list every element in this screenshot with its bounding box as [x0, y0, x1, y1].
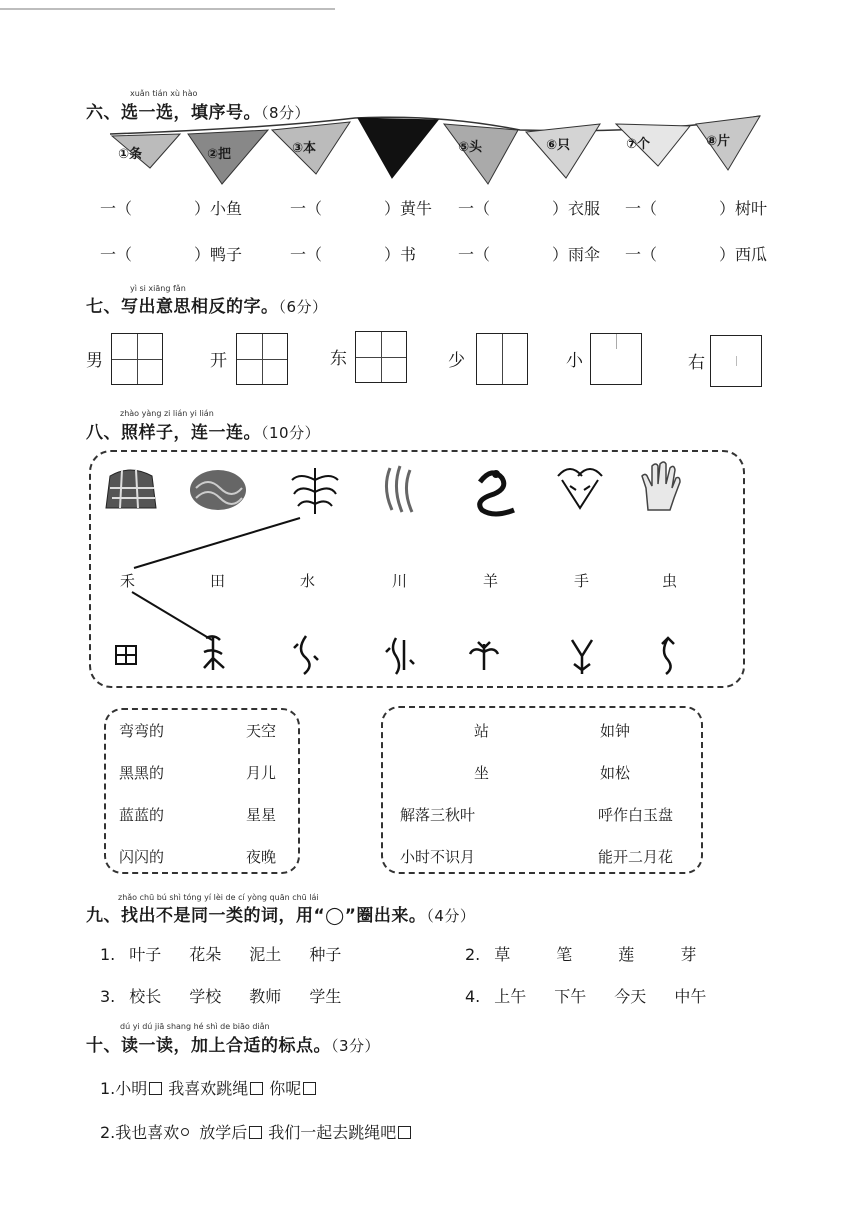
fill-item[interactable]: 一（ ）书	[290, 245, 417, 264]
section9-heading	[86, 901, 475, 926]
word-group-3: 3. 校长 学校 教师 学生	[100, 984, 369, 1007]
section9-pinyin: zhǎo chū bú shì tóng yí lèi de cí yòng quān chū lái	[118, 893, 319, 902]
tian-grid-4[interactable]	[476, 333, 528, 385]
word-choice[interactable]: 草	[494, 945, 511, 964]
section6-pinyin: xuǎn tián xù hào	[130, 89, 198, 98]
river-icon[interactable]	[386, 466, 412, 512]
section10-score: （3分）	[331, 1037, 381, 1055]
flag-label-6: ⑥只	[546, 138, 571, 153]
word-group-2: 2. 草 笔 莲 芽	[465, 942, 724, 965]
punctuation-box[interactable]	[249, 1126, 262, 1139]
word-right-4[interactable]: 夜晚	[246, 848, 277, 866]
flag-label-3: ③本	[292, 141, 317, 156]
section9-title-end: 圈出来。	[356, 906, 427, 926]
word-choice[interactable]: 下午	[554, 987, 587, 1006]
modern-char-3[interactable]: 水	[300, 572, 316, 590]
top-divider	[0, 8, 335, 10]
oracle-snake-glyph[interactable]	[662, 638, 674, 674]
flag-label-7: ⑦个	[626, 137, 651, 152]
oracle-field-glyph[interactable]	[116, 646, 136, 664]
oracle-row	[100, 630, 700, 678]
tian-grid-5[interactable]	[590, 333, 642, 385]
word-left-3[interactable]: 蓝蓝的	[119, 806, 165, 824]
section7-title: 七、写出意思相反的字。	[86, 297, 279, 317]
word-choice[interactable]: 种子	[309, 945, 342, 964]
word-choice[interactable]: 花朵	[189, 945, 222, 964]
section8-title: 八、照样子，连一连。	[86, 423, 261, 443]
field-icon[interactable]	[106, 470, 156, 508]
flag-label-2: ②把	[207, 147, 232, 162]
word-choice[interactable]: 叶子	[129, 945, 162, 964]
word-left-1[interactable]: 弯弯的	[119, 722, 165, 740]
section9-score: （4分）	[426, 907, 476, 925]
word-choice[interactable]: 笔	[556, 945, 573, 964]
word-choice[interactable]: 学生	[309, 987, 342, 1006]
section8-heading	[86, 418, 320, 443]
modern-char-5[interactable]: 羊	[483, 572, 499, 590]
fill-item[interactable]: 一（ ）黄牛	[290, 199, 433, 218]
modern-char-7[interactable]: 虫	[662, 572, 678, 590]
section9-title: 九、找出不是同一类的词，用	[86, 906, 314, 926]
punctuation-line-2: 2.我也喜欢 放学后 我们一起去跳绳吧	[100, 1120, 417, 1143]
section6-score: （8分）	[261, 104, 311, 122]
section9-circle-mark: “◯”	[313, 906, 357, 926]
word-right-3[interactable]: 星星	[246, 806, 277, 824]
phrase-left-4[interactable]: 小时不识月	[400, 848, 476, 866]
word-choice[interactable]: 中午	[674, 987, 707, 1006]
punctuation-box[interactable]	[398, 1126, 411, 1139]
modern-char-2[interactable]: 田	[210, 572, 226, 590]
hand-icon[interactable]	[642, 462, 680, 510]
punctuation-circle[interactable]	[181, 1128, 189, 1136]
punctuation-line-1: 1.小明 我喜欢跳绳 你呢	[100, 1076, 322, 1099]
phrase-left-3[interactable]: 解落三秋叶	[400, 806, 476, 824]
grain-plant-icon[interactable]	[292, 468, 338, 514]
section7-pinyin: yì si xiāng fǎn	[130, 284, 186, 293]
word-choice[interactable]: 上午	[494, 987, 527, 1006]
section7-heading	[86, 292, 328, 317]
oracle-sheep-glyph[interactable]	[470, 642, 498, 670]
phrase-right-2[interactable]: 如松	[600, 764, 631, 782]
word-choice[interactable]: 泥土	[249, 945, 282, 964]
section10-pinyin: dú yi dú jiā shang hé shì de biāo diǎn	[120, 1022, 270, 1031]
section6-title: 六、选一选，填序号。	[86, 103, 261, 123]
modern-char-6[interactable]: 手	[574, 572, 590, 590]
flag-label-5: ⑤头	[458, 140, 483, 155]
antonym-char-4: 少	[448, 351, 465, 371]
antonym-char-3: 东	[330, 349, 347, 369]
oracle-river-glyph[interactable]	[386, 638, 414, 674]
punctuation-box[interactable]	[149, 1082, 162, 1095]
fill-item[interactable]: 一（ ）鸭子	[100, 245, 243, 264]
oracle-hand-glyph[interactable]	[572, 640, 592, 674]
phrase-right-1[interactable]: 如钟	[600, 722, 631, 740]
water-icon[interactable]	[190, 470, 246, 510]
flag-4	[358, 118, 438, 178]
oracle-water-glyph[interactable]	[294, 636, 318, 674]
section7-score: （6分）	[278, 298, 328, 316]
tian-grid-2[interactable]	[236, 333, 288, 385]
antonym-char-1: 男	[86, 351, 103, 371]
antonym-char-2: 开	[210, 351, 227, 371]
section10-title: 十、读一读，加上合适的标点。	[86, 1036, 331, 1056]
flag-label-1: ①条	[118, 147, 143, 162]
word-choice[interactable]: 学校	[189, 987, 222, 1006]
phrase-right-3[interactable]: 呼作白玉盘	[598, 806, 674, 824]
tian-grid-6[interactable]	[710, 335, 762, 387]
section8-pinyin: zhào yàng zi lián yi lián	[120, 409, 214, 418]
tian-grid-1[interactable]	[111, 333, 163, 385]
modern-char-4[interactable]: 川	[392, 572, 408, 590]
tian-grid-3[interactable]	[355, 331, 407, 383]
flag-label-8: ⑧片	[706, 134, 731, 149]
antonym-char-5: 小	[566, 351, 583, 371]
punctuation-box[interactable]	[303, 1082, 316, 1095]
word-right-1[interactable]: 天空	[246, 722, 277, 740]
fill-item[interactable]: 一（ ）衣服	[458, 199, 601, 218]
oracle-grain-glyph[interactable]	[204, 636, 224, 670]
phrase-left-1[interactable]: 站	[474, 722, 490, 740]
word-choice[interactable]: 莲	[618, 945, 635, 964]
word-left-2[interactable]: 黑黑的	[119, 764, 165, 782]
word-group-4: 4. 上午 下午 今天 中午	[465, 984, 734, 1007]
word-right-2[interactable]: 月儿	[246, 764, 277, 782]
word-left-4[interactable]: 闪闪的	[119, 848, 165, 866]
word-choice[interactable]: 教师	[249, 987, 282, 1006]
modern-char-1[interactable]: 禾	[120, 572, 136, 590]
fill-item[interactable]: 一（ ）树叶	[625, 199, 768, 218]
fill-item[interactable]: 一（ ）雨伞	[458, 245, 601, 264]
bunting-flags	[100, 112, 765, 192]
fill-item[interactable]: 一（ ）西瓜	[625, 245, 768, 264]
word-choice[interactable]: 今天	[614, 987, 647, 1006]
word-choice[interactable]: 芽	[680, 945, 697, 964]
section10-heading	[86, 1031, 380, 1056]
word-choice[interactable]: 校长	[129, 987, 162, 1006]
phrase-right-4[interactable]: 能开二月花	[598, 848, 674, 866]
snake-icon[interactable]	[480, 470, 514, 514]
goat-icon[interactable]	[558, 469, 602, 508]
word-group-1: 1. 叶子 花朵 泥土 种子	[100, 942, 369, 965]
section8-score: （10分）	[261, 424, 321, 442]
antonym-char-6: 右	[688, 353, 705, 373]
phrase-left-2[interactable]: 坐	[474, 764, 490, 782]
punctuation-box[interactable]	[250, 1082, 263, 1095]
fill-item[interactable]: 一（ ）小鱼	[100, 199, 243, 218]
